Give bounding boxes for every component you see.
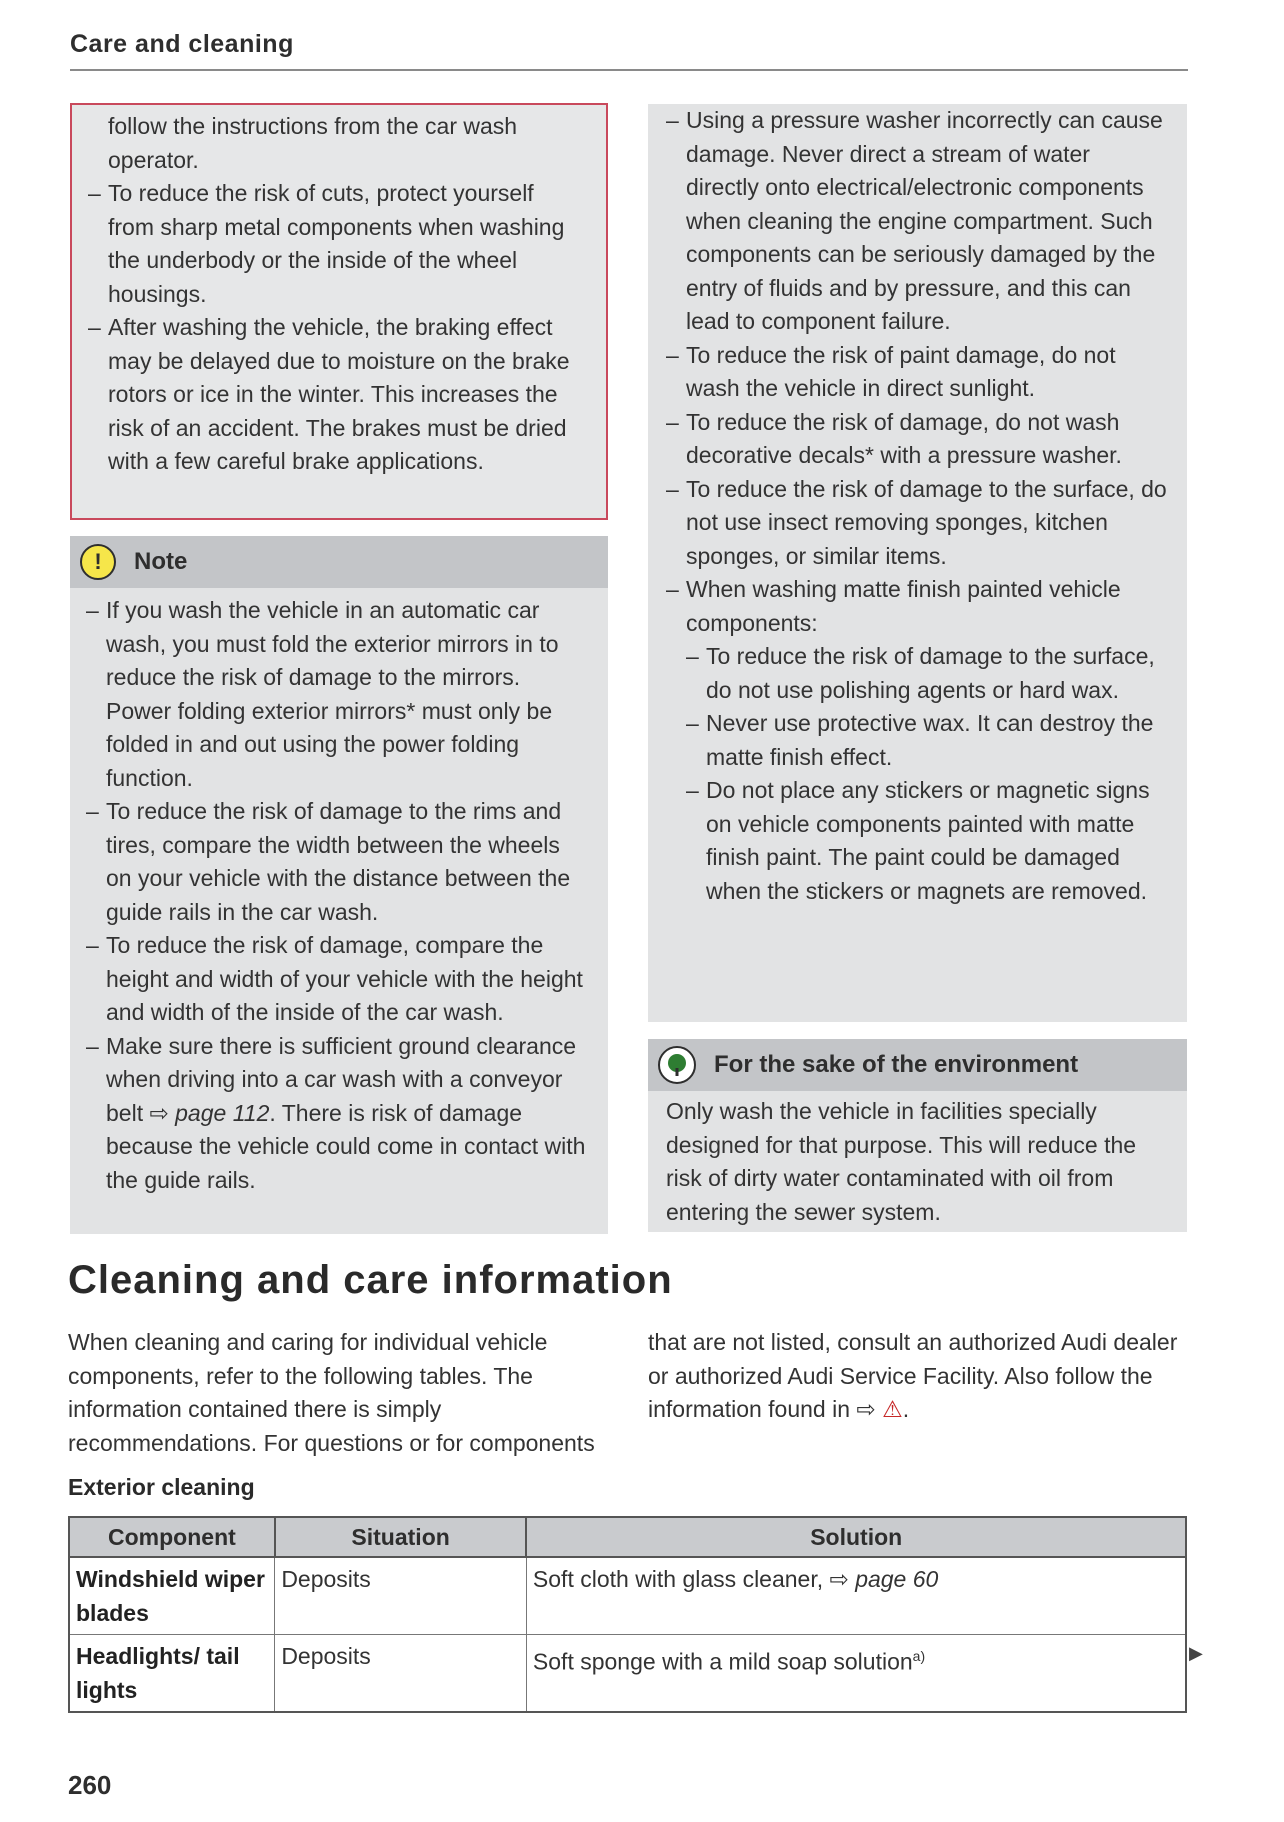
list-item: – After washing the vehicle, the braking effect may be delayed due to moisture on the brake rotors or ice in the winter. This increases the risk of an accident. The brakes must be dried with a few careful brake applications. — [88, 311, 586, 479]
table-row — [69, 1635, 1186, 1713]
section-title: Cleaning and care information — [68, 1258, 673, 1302]
list-item: – To reduce the risk of damage to the rims and tires, compare the width between the wheels on your vehicle with the distance between the guide rails in the car wash. — [86, 795, 590, 929]
note-body — [70, 588, 608, 1197]
warning-lead-text: follow the instructions from the car wash operator. — [108, 113, 518, 173]
component-cell: Windshield wiper blades — [69, 1557, 275, 1635]
page-number: 260 — [68, 1770, 112, 1800]
environment-text: Only wash the vehicle in facilities specially designed for that purpose. This will reduce the risk of dirty water contaminated with oil from entering the sewer system. — [666, 1098, 1137, 1225]
table-header-row — [69, 1517, 1186, 1557]
warning-triangle-icon[interactable]: ⚠ — [882, 1396, 903, 1422]
list-item: – When washing matte finish painted vehicle components: — [666, 573, 1169, 640]
solution-cell: Soft cloth with glass cleaner, ⇨ page 60 — [526, 1557, 1186, 1635]
column-header-situation: Situation — [275, 1517, 527, 1557]
environment-header — [648, 1039, 1187, 1091]
sub-list-item: – Never use protective wax. It can destroy the matte finish effect. — [686, 707, 1169, 774]
warning-continuation-box — [70, 103, 608, 520]
page-reference-link[interactable]: page 112 — [175, 1099, 270, 1126]
page-reference-link[interactable]: page 60 — [855, 1566, 939, 1592]
list-item: – To reduce the risk of paint damage, do not wash the vehicle in direct sunlight. — [666, 339, 1169, 406]
intro-paragraph-right: that are not listed, consult an authorized Audi dealer or authorized Audi Service Facility. Also follow the information found in ⇨ ⚠. — [648, 1329, 1178, 1422]
footnote-marker: a) — [912, 1648, 926, 1664]
list-item: – Using a pressure washer incorrectly can cause damage. Never direct a stream of water directly onto electrical/electronic components when cleaning the engine compartment. Such components can be seriously damaged by the entry of fluids and by pressure, and this can lead to component failure. — [666, 104, 1169, 339]
right-warning-box — [648, 104, 1187, 1022]
list-item: – To reduce the risk of damage to the surface, do not use insect removing sponges, kitchen sponges, or similar items. — [666, 473, 1169, 574]
solution-cell: Soft sponge with a mild soap solution$^{a)}$ — [526, 1635, 1186, 1713]
continue-arrow-icon: ▶ — [1189, 1643, 1203, 1663]
exterior-cleaning-heading: Exterior cleaning — [68, 1474, 255, 1500]
list-item: – To reduce the risk of damage, do not wash decorative decals* with a pressure washer. — [666, 406, 1169, 473]
sub-list-item: – To reduce the risk of damage to the surface, do not use polishing agents or hard wax. — [686, 640, 1169, 707]
list-item: – If you wash the vehicle in an automatic car wash, you must fold the exterior mirrors in to reduce the risk of damage to the mirrors. Power folding exterior mirrors* must only be folded in and out using the power folding function. — [86, 594, 590, 795]
exclamation-icon: ! — [80, 544, 116, 580]
situation-cell: Deposits — [275, 1635, 527, 1713]
header-rule — [70, 69, 1188, 71]
list-item: – Make sure there is sufficient ground clearance when driving into a car wash with a conveyor belt ⇨ page 112. There is risk of damage because the vehicle could come in contact with the guide rails. — [86, 1030, 590, 1198]
warning-list — [88, 177, 586, 479]
environment-title: For the sake of the environment — [714, 1051, 1079, 1078]
note-box — [70, 536, 608, 1234]
list-item: – To reduce the risk of cuts, protect yourself from sharp metal components when washing the underbody or the inside of the wheel housings. — [88, 177, 586, 311]
column-header-solution: Solution — [526, 1517, 1186, 1557]
table-row — [69, 1557, 1186, 1635]
situation-cell: Deposits — [275, 1557, 527, 1635]
note-header — [70, 536, 608, 588]
column-header-component: Component — [69, 1517, 275, 1557]
sub-list-item: – Do not place any stickers or magnetic signs on vehicle components painted with matte finish paint. The paint could be damaged when the stickers or magnets are removed. — [686, 774, 1169, 908]
running-header: Care and cleaning — [70, 30, 294, 58]
tree-icon — [658, 1046, 696, 1084]
list-item: – To reduce the risk of damage, compare the height and width of your vehicle with the height and width of the inside of the car wash. — [86, 929, 590, 1030]
exterior-cleaning-table — [68, 1516, 1187, 1713]
note-title: Note — [134, 548, 188, 575]
intro-paragraph-left: When cleaning and caring for individual vehicle components, refer to the following tables. The information contained there is simply recommendations. For questions or for components — [68, 1329, 595, 1456]
component-cell: Headlights/ tail lights — [69, 1635, 275, 1713]
environment-box — [648, 1039, 1187, 1232]
